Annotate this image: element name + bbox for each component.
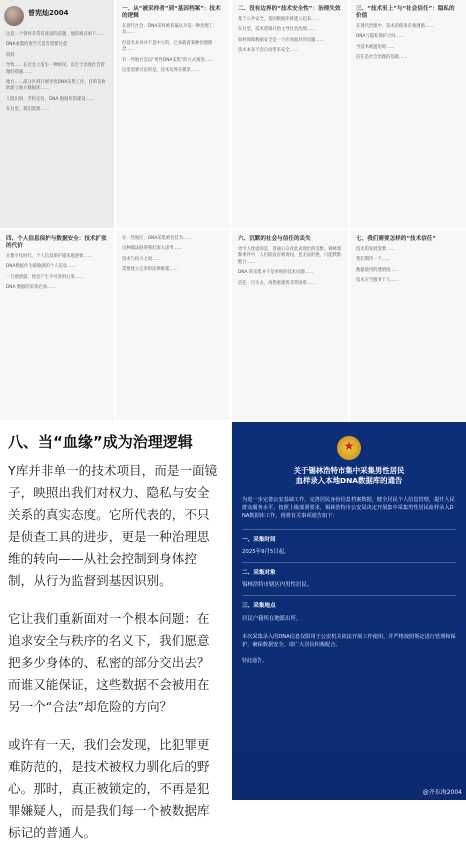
paragraph: 更令人忧虑的是，普通公众对此表现出的沉默。锡林郭勒事件中，人们既没有被询问，也无法拒绝，只能默默配合…… (238, 247, 342, 265)
notice-section (242, 529, 456, 623)
paragraph: 如何保障数据安全是一个必须面对的问题…… (238, 37, 324, 43)
user-name[interactable]: 曾宪灿2004 (28, 9, 69, 17)
tile-section-5 (116, 230, 230, 420)
tile-section-1 (116, 0, 230, 228)
paragraph: 技术本身不会自动带来安全…… (238, 48, 299, 54)
paragraph: 但技术本身并不是中立的，它承载着某种治理理念…… (122, 40, 213, 53)
paragraph: 技术应当服务于人…… (356, 278, 399, 284)
paragraph: 技术的发展需要…… (356, 247, 395, 252)
paragraph: 在数字化时代，个人信息保护越来越重要…… (6, 254, 92, 259)
section-heading: 三、“技术至上”与“社会信任”：隐私的价值 (356, 6, 455, 19)
notice-closing: 本次采集录入的DNA信息仅限用于公安机关依法开展工作使用，并严格按照规定进行管理和保护，确保数据安全。请广大居民积极配合。 (242, 633, 456, 649)
notice-panel (232, 422, 466, 800)
notice-section-title: 一、采集时间 (242, 529, 456, 544)
tile-section-2 (232, 0, 348, 228)
article-paragraph-1: Y库并非单一的技术项目，而是一面镜子，映照出我们对权力、隐私与安全关系的真实态度。它所代表的，不只是侦查工具的进步，更是一种治理思维的转向——从社会控制到身体控制，从行为监督到基因识别。 (8, 463, 218, 588)
paragraph: 当技术被滥用时…… (356, 44, 395, 50)
notice-title-line2: 血样录入本地DNA数据库的通告 (295, 476, 403, 485)
tile-section-6 (232, 230, 348, 420)
tile-section-4 (0, 230, 114, 420)
tile-profile-post (0, 0, 114, 228)
notice-section-value: 2025年9月5日起。 (242, 548, 290, 555)
watermark: @齐东海2004 (422, 789, 462, 796)
tile-section-7 (350, 230, 466, 420)
tiny-line: DNA血脂检查当天是否需要注意 (6, 42, 68, 48)
notice-intro: 为进一步完善公安基础工作，完善居民身份信息档案数据，健全居民个人信息管理，提升人民群众服务水平，按照上级部署要求，锡林浩特市公安局决定开展集中采集男性居民血样录入DNA数据库工作。现将有关事项通告如下： (242, 497, 455, 520)
article-paragraph-2: 它让我们重新面对一个根本问题：在追求安全与秩序的名义下，我们愿意把多少身体的、私密的部分交出去？而谁又能保证，这些数据不会被用在另一个“合法”却危险的方向？ (8, 611, 210, 714)
paragraph: 基于公共安全，基因数据库被建立起来…… (238, 17, 320, 22)
article-panel (0, 422, 230, 840)
notice-section-title: 二、采集对象 (242, 562, 456, 577)
section-heading: 七、我们需要怎样的“技术信任” (356, 236, 437, 242)
paragraph: 我们期待一个…… (356, 257, 391, 263)
section-heading: 一、从“被采样者”到“基因档案”：技术的逻辑 (122, 6, 221, 19)
paragraph: DNA 数据的采集必须…… (6, 285, 56, 291)
police-emblem-icon (337, 436, 361, 460)
paragraph: 在这里，我们需要…… (6, 107, 49, 113)
article-paragraph-3: 或许有一天，我们会发现，比犯罪更难防范的，是技术被权力驯化后的野心。那时，真正被锁定的，不再是犯罪嫌疑人，而是我们每一个被数据库标记的普通人。 (8, 737, 210, 840)
notice-title-line1: 关于锡林浩特市集中采集男性居民 (293, 466, 405, 475)
tiny-line: 这是一个曾经非常有意思的话题，他的观点如下…… (6, 32, 105, 37)
paragraph: 在现代社会，DNA采样被普遍认为是一种治理工具…… (122, 24, 214, 36)
paragraph: DNA数据作为最敏感的个人信息…… (6, 264, 76, 270)
tile-section-3 (350, 0, 466, 228)
paragraph: 数据使用的透明度…… (356, 267, 399, 273)
paragraph: 在这里，技术逻辑开始主导社会治理…… (238, 27, 316, 33)
avatar[interactable] (4, 6, 24, 26)
paragraph: 技术与权力之间…… (122, 256, 161, 262)
paragraph: 有一些地方会以“男性DNA采集”的方式推进…… (122, 57, 214, 63)
notice-foot: 特此通告。 (242, 658, 268, 665)
paragraph: 这种做法值得我们深入思考…… (122, 246, 183, 252)
paragraph: DNA与隐私保护之间…… (356, 34, 405, 40)
paragraph: 一旦被泄露，将会产生不可逆的后果…… (6, 274, 84, 280)
paragraph: 在现代治理中，技术的使用必须遵循…… (356, 24, 434, 29)
paragraph: 人脸识别、手机定位、DNA 数据库的建设…… (6, 96, 95, 102)
paragraph: 地方……部分区域开展男性DNA采集工作，目的是协助建立地方数据库…… (6, 80, 106, 92)
section-heading: 四、个人信息保护与数据安全：技术扩张的代价 (6, 236, 107, 249)
tiny-line: 资料 (6, 52, 15, 58)
paragraph: 需要建立完善的法律框架…… (122, 267, 178, 273)
paragraph: 在一些地区，DNA采集被包装为…… (122, 236, 192, 241)
section-heading: 六、沉默的社会与信任的丢失 (238, 236, 311, 242)
paragraph: DNA 的采集并不是单纯的技术问题…… (238, 270, 314, 276)
notice-section-value: 锡林浩特市辖区内男性居民。 (242, 582, 313, 589)
paragraph: 导致……在社会上发生一种情况，以至于出现社会管理的措施…… (6, 63, 105, 75)
paragraph: 信任一旦失去，再想重建将非常困难…… (238, 280, 316, 286)
notice-section-value: 居民户籍所在地派出所。 (242, 615, 302, 622)
section-heading: 二、没有边界的“技术安全性”：治理失效 (238, 6, 341, 12)
article-title: 八、当“血缘”成为治理逻辑 (8, 433, 193, 451)
paragraph: 这里需要讨论的是，技术边界在哪里…… (122, 68, 200, 74)
notice-section-title: 三、采集地点 (242, 595, 456, 610)
paragraph: 信任是社会治理的基础…… (356, 55, 408, 61)
